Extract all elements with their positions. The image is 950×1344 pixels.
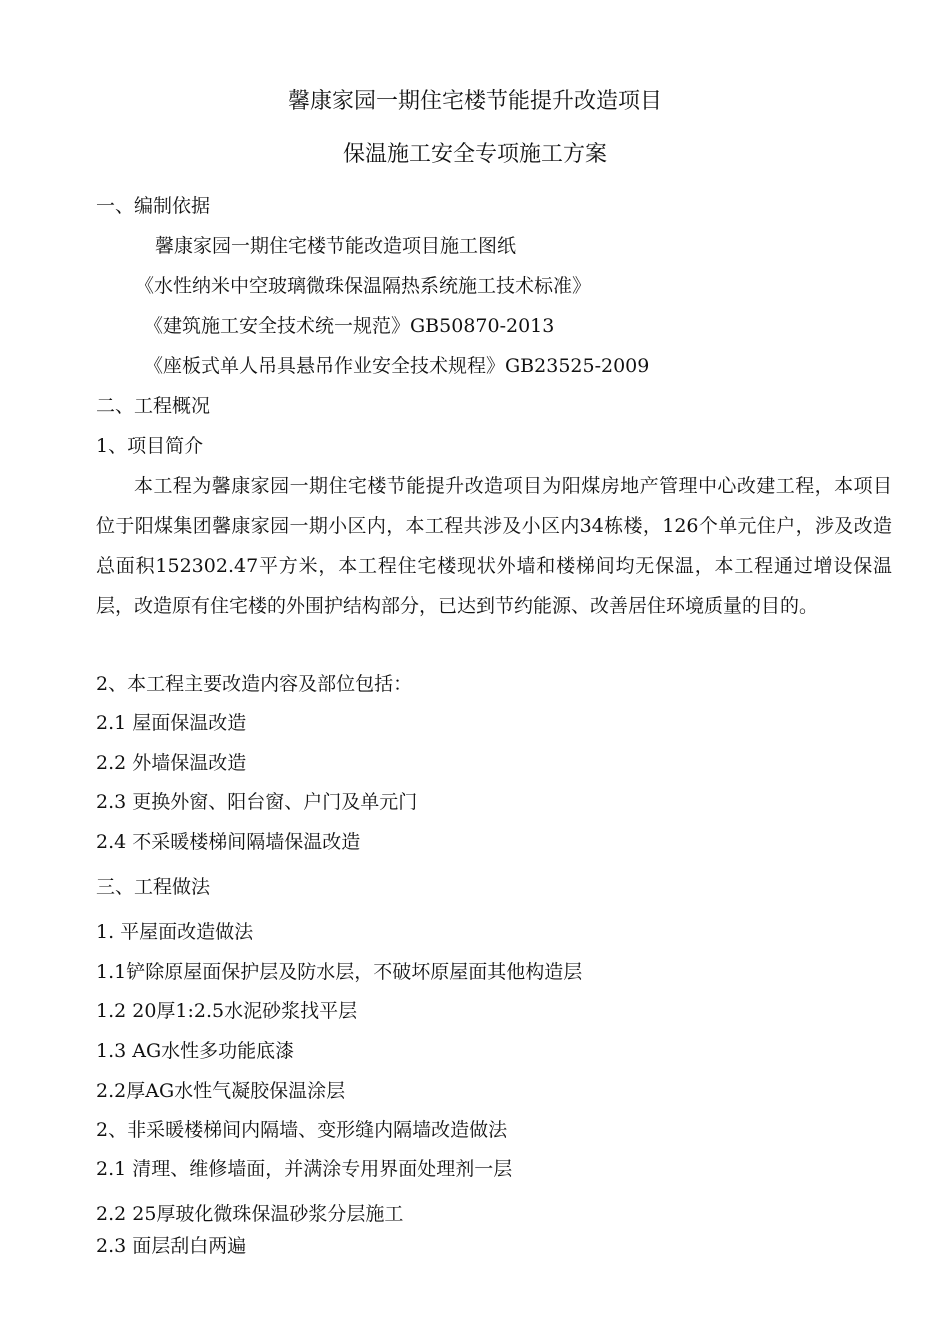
subheading-project-intro: 1、项目简介 bbox=[96, 435, 204, 457]
document-subtitle: 保温施工安全专项施工方案 bbox=[342, 142, 607, 167]
stair-wall-item: 2.3 面层刮白两遍 bbox=[96, 1235, 247, 1257]
roof-item: 2.2厚AG水性气凝胶保温涂层 bbox=[96, 1080, 346, 1102]
subheading-roof: 1. 平屋面改造做法 bbox=[96, 921, 254, 943]
document-title: 馨康家园一期住宅楼节能提升改造项目 bbox=[287, 89, 662, 114]
project-intro-paragraph: 本工程为馨康家园一期住宅楼节能提升改造项目为阳煤房地产管理中心改建工程，本项目位于阳煤集团馨康家园一期小区内，本工程共涉及小区内34栋楼，126个单元住户，涉及改造总面积152302.47平方米，本工程住宅楼现状外墙和楼梯间均无保温，本工程通过增设保温层，改造原有住宅楼的外围护结构部分，已达到节约能源、改善居住环境质量的目的。 bbox=[96, 475, 892, 617]
section-heading-methods: 三、工程做法 bbox=[96, 876, 211, 898]
subheading-stair-wall: 2、非采暖楼梯间内隔墙、变形缝内隔墙改造做法 bbox=[96, 1119, 508, 1141]
basis-item: 馨康家园一期住宅楼节能改造项目施工图纸 bbox=[155, 235, 517, 257]
scope-item: 2.3 更换外窗、阳台窗、户门及单元门 bbox=[96, 791, 418, 813]
scope-item: 2.1 屋面保温改造 bbox=[96, 712, 247, 734]
subheading-scope: 2、本工程主要改造内容及部位包括： bbox=[96, 673, 413, 695]
section-heading-overview: 二、工程概况 bbox=[96, 395, 211, 417]
basis-item: 《水性纳米中空玻璃微珠保温隔热系统施工技术标准》 bbox=[135, 275, 592, 297]
roof-item: 1.3 AG水性多功能底漆 bbox=[96, 1040, 295, 1062]
scope-item: 2.2 外墙保温改造 bbox=[96, 752, 247, 774]
section-heading-basis: 一、编制依据 bbox=[96, 195, 211, 217]
roof-item: 1.1铲除原屋面保护层及防水层，不破坏原屋面其他构造层 bbox=[96, 961, 583, 983]
stair-wall-item: 2.2 25厚玻化微珠保温砂浆分层施工 bbox=[96, 1203, 404, 1225]
roof-item: 1.2 20厚1:2.5水泥砂浆找平层 bbox=[96, 1000, 358, 1022]
stair-wall-item: 2.1 清理、维修墙面，并满涂专用界面处理剂一层 bbox=[96, 1158, 513, 1180]
basis-item: 《座板式单人吊具悬吊作业安全技术规程》GB23525-2009 bbox=[144, 355, 650, 377]
scope-item: 2.4 不采暖楼梯间隔墙保温改造 bbox=[96, 831, 361, 853]
basis-item: 《建筑施工安全技术统一规范》GB50870-2013 bbox=[144, 315, 555, 337]
